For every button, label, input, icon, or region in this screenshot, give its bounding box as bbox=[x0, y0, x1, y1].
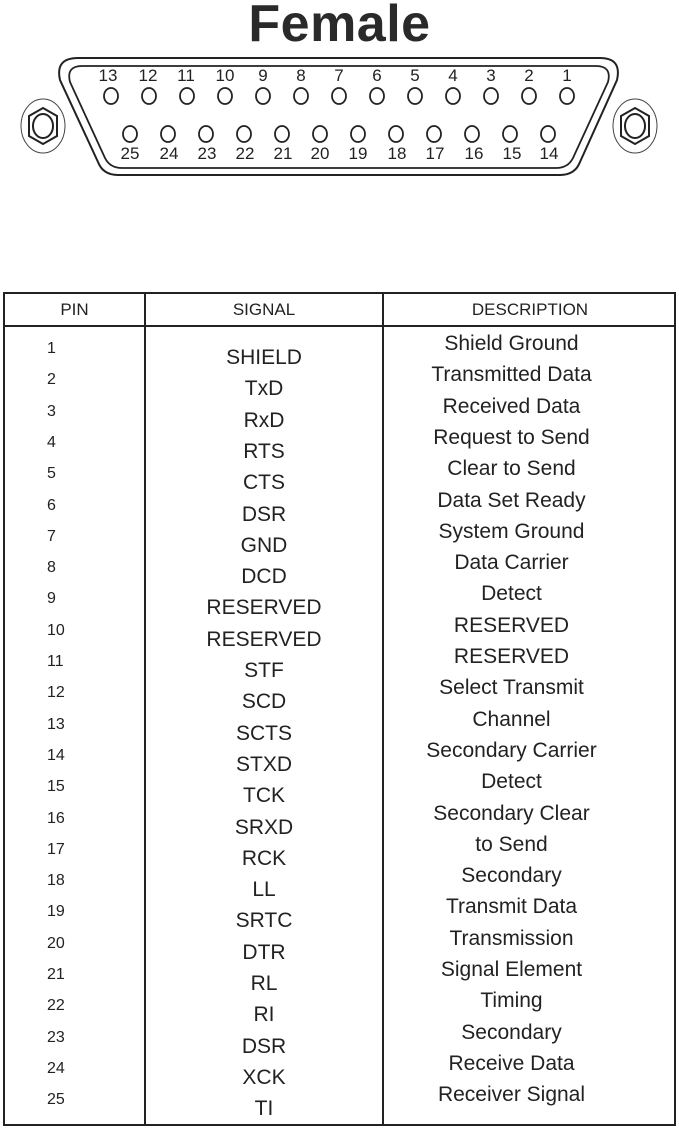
pin-number-cell: 10 bbox=[47, 621, 65, 639]
pin-label: 1 bbox=[562, 66, 572, 85]
signal-cell: RTS bbox=[243, 439, 285, 463]
pin-number-cell: 11 bbox=[47, 653, 64, 670]
pin-label: 11 bbox=[177, 66, 195, 85]
pin-number-cell: 9 bbox=[47, 590, 56, 608]
signal-cell: DTR bbox=[242, 940, 286, 964]
description-cell: Secondary Carrier bbox=[426, 738, 597, 762]
pin-label: 21 bbox=[273, 144, 293, 163]
description-cell: Transmit Data bbox=[445, 895, 578, 919]
pin-label: 25 bbox=[120, 144, 140, 163]
description-cell: Transmission bbox=[449, 926, 574, 950]
pin-label: 7 bbox=[334, 66, 344, 85]
pin-number-cell: 2 bbox=[47, 371, 56, 389]
signal-cell: XCK bbox=[242, 1065, 286, 1089]
pin-label: 3 bbox=[486, 66, 496, 85]
pin-number-cell: 25 bbox=[47, 1091, 65, 1109]
page-title: Female bbox=[248, 0, 431, 53]
pin-number-cell: 16 bbox=[47, 809, 65, 827]
description-cell: Data Carrier bbox=[454, 551, 569, 575]
description-cell: Secondary bbox=[461, 1020, 562, 1044]
signal-cell: DCD bbox=[241, 565, 287, 589]
pin-number-cell: 12 bbox=[47, 684, 65, 702]
description-cell: Secondary Clear bbox=[433, 801, 590, 825]
pin-number-cell: 20 bbox=[47, 934, 65, 952]
description-cell: Receive Data bbox=[448, 1051, 575, 1075]
pin-label: 15 bbox=[502, 144, 522, 163]
description-cell: RESERVED bbox=[453, 613, 570, 637]
pin-label: 9 bbox=[258, 66, 268, 85]
signal-cell: STF bbox=[244, 659, 284, 682]
pin-number-cell: 14 bbox=[47, 746, 65, 764]
description-cell: to Send bbox=[475, 832, 548, 856]
pin-label: 23 bbox=[197, 144, 217, 163]
signal-cell: TI bbox=[254, 1097, 274, 1121]
description-cell: Transmitted Data bbox=[431, 363, 592, 387]
pin-label: 16 bbox=[464, 144, 484, 163]
pin-number-cell: 22 bbox=[47, 997, 65, 1015]
pin-label: 19 bbox=[348, 144, 368, 163]
db25-connector-diagram bbox=[0, 50, 679, 190]
pin-number-cell: 3 bbox=[47, 402, 56, 420]
signal-cell: RESERVED bbox=[206, 596, 322, 620]
header-signal: SIGNAL bbox=[232, 300, 296, 319]
signal-cell: RL bbox=[250, 972, 278, 995]
pin-number-cell: 5 bbox=[47, 465, 56, 483]
signal-cell: RI bbox=[253, 1003, 275, 1027]
description-cell: Data Set Ready bbox=[437, 488, 586, 512]
pin-number-cell: 21 bbox=[47, 966, 65, 983]
signal-cell: SHIELD bbox=[226, 346, 302, 369]
signal-cell: DSR bbox=[241, 1034, 287, 1058]
signal-cell: DSR bbox=[241, 502, 287, 526]
pin-number-cell: 17 bbox=[47, 840, 65, 858]
header-pin: PIN bbox=[60, 300, 89, 319]
pin-number-cell: 6 bbox=[47, 496, 56, 514]
signal-cell: RxD bbox=[243, 408, 285, 432]
signal-cell: SRTC bbox=[235, 909, 293, 933]
description-cell: Request to Send bbox=[433, 425, 590, 449]
pin-label: 10 bbox=[215, 66, 235, 85]
pin-label: 2 bbox=[524, 66, 534, 85]
signal-cell: SCD bbox=[241, 690, 287, 714]
pin-number-cell: 13 bbox=[47, 715, 65, 733]
signal-cell: RCK bbox=[241, 846, 287, 870]
pin-number-cell: 24 bbox=[47, 1059, 65, 1077]
right-screw-icon bbox=[613, 99, 657, 153]
description-cell: Secondary bbox=[461, 864, 562, 888]
description-cell: Select Transmit bbox=[439, 676, 584, 700]
description-cell: System Ground bbox=[438, 519, 585, 543]
signal-cell: SCTS bbox=[235, 721, 292, 745]
left-screw-icon bbox=[21, 99, 65, 153]
pin-label: 24 bbox=[159, 144, 179, 163]
pin-number-cell: 15 bbox=[47, 778, 65, 796]
signal-cell: RESERVED bbox=[206, 627, 322, 651]
pin-number-cell: 8 bbox=[47, 559, 56, 577]
description-cell: Signal Element bbox=[440, 958, 583, 981]
pin-label: 22 bbox=[235, 144, 255, 163]
description-cell: Receiver Signal bbox=[437, 1083, 586, 1107]
description-cell: Timing bbox=[480, 989, 543, 1013]
pin-label: 14 bbox=[539, 144, 559, 163]
description-cell: Detect bbox=[481, 770, 542, 794]
pin-label: 4 bbox=[448, 66, 458, 85]
signal-cell: STXD bbox=[235, 752, 292, 776]
pin-label: 6 bbox=[372, 66, 382, 85]
pin-label: 8 bbox=[296, 66, 306, 85]
pinout-table bbox=[3, 292, 676, 1126]
pin-label: 5 bbox=[410, 66, 420, 85]
signal-cell: SRXD bbox=[234, 815, 294, 839]
signal-cell: TxD bbox=[244, 377, 284, 401]
description-cell: Detect bbox=[481, 582, 542, 606]
pin-number-cell: 23 bbox=[47, 1028, 65, 1046]
pin-number-cell: 7 bbox=[47, 527, 56, 545]
description-cell: Clear to Send bbox=[447, 457, 576, 481]
pin-number-cell: 4 bbox=[47, 433, 56, 451]
pin-number-cell: 19 bbox=[47, 903, 65, 921]
signal-cell: GND bbox=[240, 533, 288, 557]
description-cell: RESERVED bbox=[453, 645, 570, 668]
pin-label: 12 bbox=[138, 66, 158, 85]
signal-cell: TCK bbox=[243, 784, 285, 808]
pin-number-cell: 1 bbox=[47, 340, 56, 357]
pin-label: 18 bbox=[387, 144, 407, 163]
pin-label: 20 bbox=[310, 144, 330, 163]
header-description: DESCRIPTION bbox=[471, 300, 589, 319]
description-cell: Shield Ground bbox=[444, 332, 579, 355]
description-cell: Received Data bbox=[442, 394, 581, 418]
pin-number-cell: 18 bbox=[47, 872, 65, 890]
signal-cell: LL bbox=[252, 878, 276, 902]
pin-label: 13 bbox=[98, 66, 118, 85]
signal-cell: CTS bbox=[243, 471, 285, 495]
description-cell: Channel bbox=[472, 707, 551, 731]
pin-label: 17 bbox=[425, 144, 445, 163]
